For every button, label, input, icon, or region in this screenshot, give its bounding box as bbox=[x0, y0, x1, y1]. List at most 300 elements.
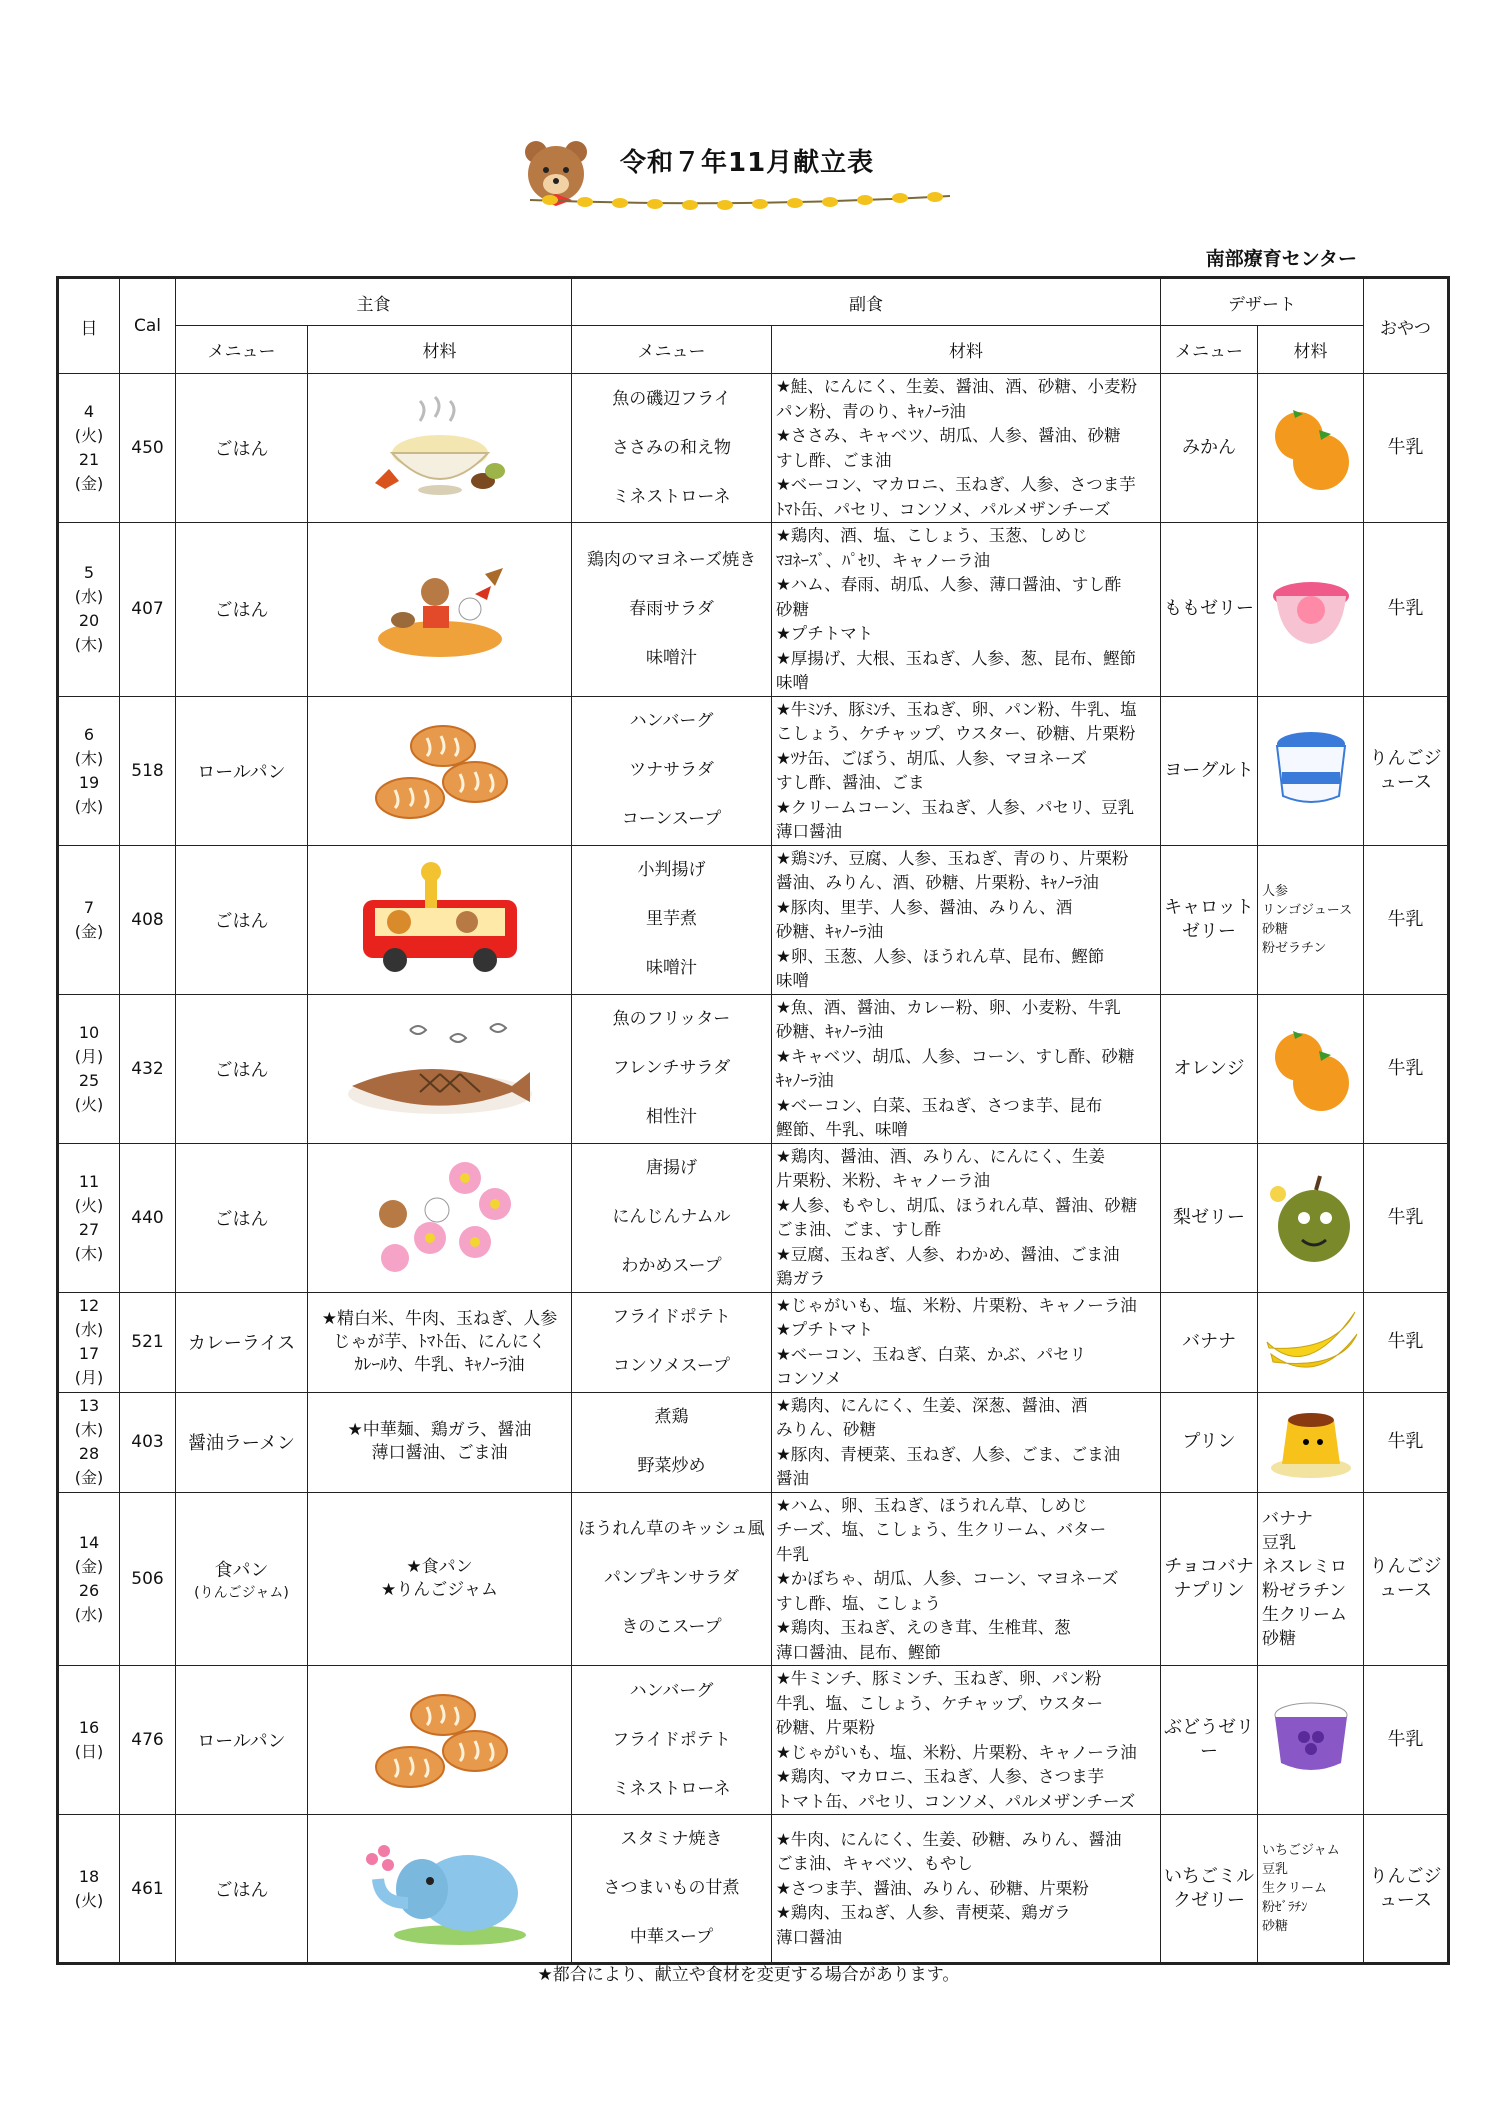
calorie-cell: 407 bbox=[120, 523, 176, 697]
menu-row bbox=[58, 1292, 1449, 1392]
side-material-line: 牛乳、塩、こしょう、ケチャップ、ウスター bbox=[776, 1693, 1104, 1713]
day-line: (金) bbox=[74, 474, 104, 493]
side-dish-menu-cell bbox=[572, 1392, 772, 1492]
header-main-menu: メニュー bbox=[176, 326, 308, 374]
main-dish-cell bbox=[176, 1292, 308, 1392]
side-materials-cell bbox=[772, 1815, 1161, 1964]
day-line: (火) bbox=[74, 1195, 104, 1215]
side-material-line: ★牛ミンチ、豚ミンチ、玉ねぎ、卵、パン粉 bbox=[776, 1669, 1102, 1688]
side-materials-cell bbox=[772, 1143, 1161, 1292]
main-dish-name: 醤油ラーメン bbox=[187, 1433, 296, 1454]
main-materials-cell bbox=[308, 1666, 572, 1815]
main-dish-cell bbox=[176, 1815, 308, 1964]
autumn-animals-icon bbox=[365, 554, 515, 664]
header-side-materials: 材料 bbox=[772, 326, 1161, 374]
day-line: (金) bbox=[74, 1468, 104, 1487]
snack-cell: 牛乳 bbox=[1364, 374, 1449, 523]
header-day: 日 bbox=[58, 278, 120, 374]
side-material-line: ★豚肉、里芋、人参、醤油、みりん、酒 bbox=[776, 897, 1073, 917]
day-line: 28 bbox=[78, 1444, 100, 1463]
header-dessert-materials: 材料 bbox=[1258, 326, 1364, 374]
menu-row bbox=[58, 1815, 1449, 1964]
dessert-material-line: 砂糖 bbox=[1262, 921, 1289, 937]
side-dish-name: パンプキンサラダ bbox=[604, 1568, 739, 1589]
side-materials-cell bbox=[772, 374, 1161, 523]
side-material-line: 片栗粉、米粉、キャノーラ油 bbox=[776, 1171, 991, 1190]
side-dish-menu-cell bbox=[572, 1143, 772, 1292]
footnote: ★都合により、献立や食材を変更する場合があります。 bbox=[537, 1965, 960, 1985]
side-dish-name: コンソメスープ bbox=[613, 1356, 730, 1376]
side-material-line: 味噌 bbox=[776, 971, 809, 990]
header-side-menu: メニュー bbox=[572, 326, 772, 374]
side-dish-name: ささみの和え物 bbox=[612, 437, 731, 458]
main-material-line: 薄口醤油、ごま油 bbox=[371, 1443, 508, 1463]
day-line: (水) bbox=[74, 587, 104, 607]
side-material-line: ★クリームコーン、玉ねぎ、人参、パセリ、豆乳 bbox=[776, 797, 1135, 817]
main-materials-cell bbox=[308, 523, 572, 697]
menu-row bbox=[58, 994, 1449, 1143]
day-line: 6 bbox=[83, 724, 95, 744]
side-material-line: ★ハム、卵、玉ねぎ、ほうれん草、しめじ bbox=[776, 1495, 1088, 1515]
side-dish-name: コーンスープ bbox=[621, 809, 722, 829]
side-material-line: ｷｬﾉｰﾗ油 bbox=[776, 1071, 834, 1090]
side-dish-name: ミネストローネ bbox=[612, 486, 731, 507]
day-line: 13 bbox=[78, 1396, 100, 1415]
dessert-material-line: 砂糖 bbox=[1262, 1919, 1289, 1934]
day-cell bbox=[58, 1392, 120, 1492]
dessert-name: ももゼリー bbox=[1161, 523, 1258, 697]
side-materials-cell bbox=[772, 845, 1161, 994]
yogurt-icon bbox=[1268, 728, 1354, 814]
snack-cell: 牛乳 bbox=[1364, 523, 1449, 697]
main-material-line: ｶﾚｰﾙｳ、牛乳、ｷｬﾉｰﾗ油 bbox=[354, 1354, 525, 1375]
side-material-line: ★かぼちゃ、胡瓜、人参、コーン、マヨネーズ bbox=[776, 1569, 1119, 1588]
elephant-icon bbox=[350, 1829, 530, 1949]
menu-row bbox=[58, 1392, 1449, 1492]
side-dish-name: フライドポテト bbox=[612, 1307, 731, 1327]
side-material-line: ★キャベツ、胡瓜、人参、コーン、すし酢、砂糖 bbox=[776, 1046, 1135, 1066]
main-dish-cell bbox=[176, 1143, 308, 1292]
banana-icon bbox=[1261, 1302, 1361, 1382]
side-material-line: ★魚、酒、醤油、カレー粉、卵、小麦粉、牛乳 bbox=[776, 997, 1121, 1017]
side-dish-name: ハンバーグ bbox=[629, 1680, 714, 1701]
day-line: 19 bbox=[78, 772, 100, 792]
side-material-line: チーズ、塩、こしょう、生クリーム、バター bbox=[776, 1520, 1107, 1539]
dessert-materials-cell bbox=[1258, 1815, 1364, 1964]
main-materials-cell bbox=[308, 1392, 572, 1492]
day-line: (火) bbox=[74, 426, 104, 445]
side-material-line: ごま油、ごま、すし酢 bbox=[776, 1220, 941, 1239]
side-material-line: ★ハム、春雨、胡瓜、人参、薄口醤油、すし酢 bbox=[776, 575, 1122, 594]
dessert-materials-cell bbox=[1258, 845, 1364, 994]
header-snack: おやつ bbox=[1364, 278, 1449, 374]
main-dish-name: ごはん bbox=[214, 439, 269, 460]
main-materials-cell bbox=[308, 1292, 572, 1392]
day-line: (月) bbox=[74, 1046, 104, 1066]
snack-cell: りんごジュース bbox=[1364, 1815, 1449, 1964]
side-material-line: ★豚肉、青梗菜、玉ねぎ、人参、ごま、ごま油 bbox=[776, 1444, 1121, 1464]
side-material-line: ★厚揚げ、大根、玉ねぎ、人参、葱、昆布、鰹節 bbox=[776, 648, 1136, 668]
dessert-material-line: 人参 bbox=[1262, 883, 1289, 899]
dessert-name: いちごミルクゼリー bbox=[1161, 1815, 1258, 1964]
main-materials-cell bbox=[308, 994, 572, 1143]
side-material-line: 醤油 bbox=[776, 1469, 809, 1488]
day-cell bbox=[58, 696, 120, 845]
main-materials-cell bbox=[308, 1143, 572, 1292]
snack-cell: 牛乳 bbox=[1364, 1292, 1449, 1392]
oranges-icon bbox=[1263, 400, 1359, 496]
day-line: 27 bbox=[78, 1219, 100, 1239]
day-line: 7 bbox=[83, 897, 95, 917]
dessert-material-line: 豆乳 bbox=[1262, 1862, 1289, 1877]
day-line: (木) bbox=[74, 1243, 104, 1263]
main-materials-cell bbox=[308, 696, 572, 845]
calorie-cell: 450 bbox=[120, 374, 176, 523]
side-material-line: すし酢、醤油、ごま bbox=[776, 773, 925, 792]
side-material-line: ★鮭、にんにく、生姜、醤油、酒、砂糖、小麦粉 bbox=[776, 377, 1137, 396]
header-cal: Cal bbox=[120, 278, 176, 374]
dessert-materials-cell bbox=[1258, 1143, 1364, 1292]
main-dish-cell bbox=[176, 523, 308, 697]
side-material-line: すし酢、塩、こしょう bbox=[776, 1593, 941, 1613]
pear-jelly-icon bbox=[1266, 1170, 1356, 1266]
day-line: (木) bbox=[74, 635, 104, 655]
snack-cell: りんごジュース bbox=[1364, 696, 1449, 845]
main-material-line: ★食パン bbox=[406, 1556, 473, 1577]
main-material-line: ★中華麺、鶏ガラ、醤油 bbox=[347, 1420, 532, 1440]
bread-rolls-icon bbox=[365, 1685, 515, 1795]
menu-row bbox=[58, 523, 1449, 697]
side-dish-name: 里芋煮 bbox=[646, 909, 697, 929]
dessert-name: みかん bbox=[1161, 374, 1258, 523]
side-material-line: ★ﾂﾅ缶、ごぼう、胡瓜、人参、マヨネーズ bbox=[776, 748, 1087, 768]
cosmos-flowers-icon bbox=[355, 1158, 525, 1278]
side-dish-menu-cell bbox=[572, 1815, 772, 1964]
main-materials-cell bbox=[308, 1815, 572, 1964]
dessert-material-line: ネスレミロ bbox=[1262, 1556, 1347, 1577]
side-material-line: すし酢、ごま油 bbox=[776, 450, 892, 470]
dessert-material-line: 砂糖 bbox=[1262, 1628, 1296, 1649]
side-material-line: 醤油、みりん、酒、砂糖、片栗粉、ｷｬﾉｰﾗ油 bbox=[776, 873, 1099, 892]
header-main: 主食 bbox=[176, 278, 572, 326]
main-materials-cell bbox=[308, 1492, 572, 1666]
dessert-name: バナナ bbox=[1161, 1292, 1258, 1392]
day-line: 25 bbox=[78, 1070, 100, 1090]
page-title: 令和７年11月献立表 bbox=[620, 148, 875, 178]
main-material-line: ★りんごジャム bbox=[381, 1579, 498, 1600]
side-dish-name: 中華スープ bbox=[629, 1927, 714, 1947]
day-line: 5 bbox=[83, 563, 95, 583]
side-material-line: 砂糖、片栗粉 bbox=[776, 1718, 875, 1737]
dessert-materials-cell bbox=[1258, 1492, 1364, 1666]
day-line: 16 bbox=[78, 1718, 100, 1737]
side-material-line: ★牛肉、にんにく、生姜、砂糖、みりん、醤油 bbox=[776, 1829, 1122, 1849]
dessert-material-line: 生クリーム bbox=[1262, 1881, 1328, 1896]
day-line: (日) bbox=[74, 1742, 104, 1761]
side-dish-name: きのこスープ bbox=[621, 1617, 722, 1638]
day-cell bbox=[58, 523, 120, 697]
dessert-material-line: リンゴジュース bbox=[1262, 902, 1353, 918]
day-cell bbox=[58, 1815, 120, 1964]
main-material-line: じゃが芋、ﾄﾏﾄ缶、にんにく bbox=[333, 1331, 546, 1352]
side-materials-cell bbox=[772, 523, 1161, 697]
side-dish-name: ミネストローネ bbox=[612, 1778, 731, 1799]
side-material-line: ★鶏ﾐﾝﾁ、豆腐、人参、玉ねぎ、青のり、片栗粉 bbox=[776, 848, 1129, 868]
day-line: (水) bbox=[74, 1320, 104, 1339]
side-material-line: ★人参、もやし、胡瓜、ほうれん草、醤油、砂糖 bbox=[776, 1195, 1138, 1215]
side-material-line: 砂糖 bbox=[776, 599, 809, 619]
day-cell bbox=[58, 1292, 120, 1392]
day-line: 10 bbox=[78, 1022, 100, 1042]
main-dish-cell bbox=[176, 696, 308, 845]
day-cell bbox=[58, 1143, 120, 1292]
snack-cell: 牛乳 bbox=[1364, 1666, 1449, 1815]
day-cell bbox=[58, 1492, 120, 1666]
dessert-name: オレンジ bbox=[1161, 994, 1258, 1143]
side-dish-menu-cell bbox=[572, 374, 772, 523]
grilled-fish-icon bbox=[340, 1014, 540, 1124]
side-dish-menu-cell bbox=[572, 845, 772, 994]
day-line: (木) bbox=[74, 1420, 104, 1439]
main-dish-cell bbox=[176, 1392, 308, 1492]
main-dish-name: ロールパン bbox=[197, 1731, 286, 1752]
dessert-name: プリン bbox=[1161, 1392, 1258, 1492]
side-material-line: ★鶏肉、醤油、酒、みりん、にんにく、生姜 bbox=[776, 1146, 1105, 1166]
side-dish-name: 唐揚げ bbox=[646, 1158, 697, 1178]
dessert-name: ぶどうゼリー bbox=[1161, 1666, 1258, 1815]
day-line: (木) bbox=[74, 748, 104, 768]
side-material-line: 鰹節、牛乳、味噌 bbox=[776, 1120, 908, 1139]
side-material-line: ﾄﾏﾄ缶、パセリ、コンソメ、パルメザンチーズ bbox=[776, 499, 1111, 519]
side-material-line: ★ベーコン、マカロニ、玉ねぎ、人参、さつま芋 bbox=[776, 475, 1136, 494]
day-line: 14 bbox=[78, 1532, 100, 1552]
main-dish-cell bbox=[176, 845, 308, 994]
header-main-materials: 材料 bbox=[308, 326, 572, 374]
day-line: 21 bbox=[78, 450, 100, 469]
side-dish-name: スタミナ焼き bbox=[620, 1829, 723, 1849]
dessert-material-line: 粉ゼラチン bbox=[1262, 1580, 1347, 1601]
day-line: 26 bbox=[78, 1580, 100, 1600]
calorie-cell: 506 bbox=[120, 1492, 176, 1666]
side-material-line: ごま油、キャベツ、もやし bbox=[776, 1854, 973, 1874]
main-material-line: ★精白米、牛肉、玉ねぎ、人参 bbox=[321, 1308, 558, 1329]
side-material-line: 鶏ガラ bbox=[776, 1269, 826, 1288]
main-dish-name: カレーライス bbox=[187, 1333, 296, 1354]
dessert-name: キャロットゼリー bbox=[1161, 845, 1258, 994]
oranges-icon bbox=[1263, 1021, 1359, 1117]
snack-cell: 牛乳 bbox=[1364, 994, 1449, 1143]
main-dish-name: ロールパン bbox=[197, 761, 286, 783]
side-material-line: ★プチトマト bbox=[776, 624, 874, 643]
side-dish-name: 鶏肉のマヨネーズ焼き bbox=[586, 549, 757, 570]
side-material-line: ★ささみ、キャベツ、胡瓜、人参、醤油、砂糖 bbox=[776, 426, 1121, 445]
side-material-line: トマト缶、パセリ、コンソメ、パルメザンチーズ bbox=[776, 1791, 1136, 1811]
side-dish-name: 煮鶏 bbox=[654, 1407, 689, 1427]
main-dish-name: 食パン bbox=[214, 1559, 269, 1581]
side-materials-cell bbox=[772, 1492, 1161, 1666]
main-dish-cell bbox=[176, 994, 308, 1143]
leaf-garland-icon bbox=[530, 186, 950, 212]
day-line: 11 bbox=[78, 1171, 100, 1191]
calorie-cell: 521 bbox=[120, 1292, 176, 1392]
header-dessert-menu: メニュー bbox=[1161, 326, 1258, 374]
rice-bowl-icon bbox=[365, 393, 515, 503]
calorie-cell: 476 bbox=[120, 1666, 176, 1815]
day-line: 20 bbox=[78, 611, 100, 631]
side-dish-name: 野菜炒め bbox=[637, 1456, 706, 1476]
side-materials-cell bbox=[772, 1392, 1161, 1492]
side-dish-name: 魚のフリッター bbox=[612, 1009, 731, 1029]
side-dish-name: 相性汁 bbox=[646, 1107, 697, 1127]
side-material-line: みりん、砂糖 bbox=[776, 1420, 876, 1439]
dessert-material-line: 豆乳 bbox=[1262, 1532, 1296, 1553]
side-dish-menu-cell bbox=[572, 1492, 772, 1666]
dessert-material-line: 粉ｾﾞﾗﾁﾝ bbox=[1262, 1900, 1308, 1915]
side-material-line: ★豆腐、玉ねぎ、人参、わかめ、醤油、ごま油 bbox=[776, 1244, 1120, 1264]
side-materials-cell bbox=[772, 696, 1161, 845]
side-material-line: ★鶏肉、玉ねぎ、人参、青梗菜、鶏ガラ bbox=[776, 1903, 1071, 1923]
calorie-cell: 432 bbox=[120, 994, 176, 1143]
side-material-line: ★じゃがいも、塩、米粉、片栗粉、キャノーラ油 bbox=[776, 1742, 1137, 1762]
calorie-cell: 408 bbox=[120, 845, 176, 994]
menu-row bbox=[58, 1666, 1449, 1815]
side-materials-cell bbox=[772, 1666, 1161, 1815]
snack-cell: 牛乳 bbox=[1364, 845, 1449, 994]
side-materials-cell bbox=[772, 1292, 1161, 1392]
dessert-materials-cell bbox=[1258, 1666, 1364, 1815]
day-cell bbox=[58, 845, 120, 994]
side-material-line: ★さつま芋、醤油、みりん、砂糖、片栗粉 bbox=[776, 1878, 1089, 1898]
peach-jelly-icon bbox=[1268, 566, 1354, 652]
side-materials-cell bbox=[772, 994, 1161, 1143]
main-dish-name: ごはん bbox=[214, 1208, 269, 1230]
side-material-line: 薄口醤油、昆布、鰹節 bbox=[776, 1642, 941, 1662]
main-dish-name: ごはん bbox=[214, 1879, 269, 1901]
side-material-line: 牛乳 bbox=[776, 1544, 809, 1564]
day-line: (金) bbox=[74, 921, 104, 941]
snack-cell: りんごジュース bbox=[1364, 1492, 1449, 1666]
side-dish-name: ツナサラダ bbox=[629, 760, 714, 780]
side-material-line: 味噌 bbox=[776, 673, 809, 692]
title-block bbox=[520, 136, 950, 216]
side-dish-name: ほうれん草のキッシュ風 bbox=[578, 1519, 765, 1540]
dessert-materials-cell bbox=[1258, 994, 1364, 1143]
main-dish-cell bbox=[176, 1666, 308, 1815]
dessert-name: ヨーグルト bbox=[1161, 696, 1258, 845]
side-dish-name: 小判揚げ bbox=[637, 860, 706, 880]
day-line: 17 bbox=[78, 1344, 100, 1363]
side-dish-menu-cell bbox=[572, 1666, 772, 1815]
dessert-material-line: 生クリーム bbox=[1262, 1604, 1347, 1625]
dessert-name: チョコバナナプリン bbox=[1161, 1492, 1258, 1666]
side-material-line: こしょう、ケチャップ、ウスター、砂糖、片栗粉 bbox=[776, 724, 1136, 743]
side-dish-name: 味噌汁 bbox=[646, 958, 697, 978]
main-dish-name: ごはん bbox=[214, 910, 269, 932]
day-line: (火) bbox=[74, 1890, 104, 1910]
snack-cell: 牛乳 bbox=[1364, 1392, 1449, 1492]
dessert-materials-cell bbox=[1258, 1392, 1364, 1492]
menu-row bbox=[58, 845, 1449, 994]
side-material-line: 砂糖、ｷｬﾉｰﾗ油 bbox=[776, 922, 884, 941]
day-cell bbox=[58, 994, 120, 1143]
side-material-line: ★ベーコン、白菜、玉ねぎ、さつま芋、昆布 bbox=[776, 1095, 1103, 1115]
day-line: (金) bbox=[74, 1556, 104, 1576]
side-material-line: 砂糖、ｷｬﾉｰﾗ油 bbox=[776, 1022, 884, 1041]
side-material-line: ★プチトマト bbox=[776, 1320, 874, 1339]
day-line: 4 bbox=[83, 402, 95, 421]
side-dish-name: フライドポテト bbox=[612, 1729, 731, 1750]
dessert-name: 梨ゼリー bbox=[1161, 1143, 1258, 1292]
day-cell bbox=[58, 1666, 120, 1815]
menu-row bbox=[58, 696, 1449, 845]
pudding-icon bbox=[1266, 1402, 1356, 1482]
side-material-line: ★鶏肉、マカロニ、玉ねぎ、人参、さつま芋 bbox=[776, 1767, 1105, 1786]
side-dish-name: さつまいもの甘煮 bbox=[603, 1878, 740, 1898]
side-dish-name: 味噌汁 bbox=[646, 647, 697, 668]
side-material-line: 薄口醤油 bbox=[776, 1927, 842, 1947]
side-dish-name: 春雨サラダ bbox=[629, 598, 714, 619]
day-line: (水) bbox=[74, 1604, 104, 1624]
snack-cell: 牛乳 bbox=[1364, 1143, 1449, 1292]
side-material-line: ★鶏肉、にんにく、生姜、深葱、醤油、酒 bbox=[776, 1395, 1088, 1415]
side-dish-menu-cell bbox=[572, 523, 772, 697]
dessert-materials-cell bbox=[1258, 696, 1364, 845]
menu-row bbox=[58, 1143, 1449, 1292]
day-line: (火) bbox=[74, 1094, 104, 1114]
side-dish-name: にんじんナムル bbox=[612, 1207, 731, 1227]
side-material-line: 薄口醤油 bbox=[776, 822, 842, 841]
calorie-cell: 440 bbox=[120, 1143, 176, 1292]
menu-row bbox=[58, 374, 1449, 523]
bread-rolls-icon bbox=[365, 716, 515, 826]
main-dish-name: ごはん bbox=[214, 1059, 269, 1081]
day-line: (水) bbox=[74, 796, 104, 816]
main-dish-subtitle: (りんごジャム) bbox=[194, 1584, 289, 1601]
side-dish-menu-cell bbox=[572, 1292, 772, 1392]
side-dish-name: フレンチサラダ bbox=[612, 1058, 731, 1078]
main-materials-cell bbox=[308, 845, 572, 994]
side-dish-name: 魚の磯辺フライ bbox=[612, 388, 731, 409]
side-dish-name: ハンバーグ bbox=[629, 711, 714, 731]
side-material-line: パン粉、青のり、ｷｬﾉｰﾗ油 bbox=[776, 401, 966, 421]
side-material-line: ﾏﾖﾈｰｽﾞ、ﾊﾟｾﾘ、キャノーラ油 bbox=[776, 550, 991, 570]
calorie-cell: 461 bbox=[120, 1815, 176, 1964]
menu-table bbox=[56, 276, 1450, 1965]
main-dish-cell bbox=[176, 1492, 308, 1666]
menu-row bbox=[58, 1492, 1449, 1666]
organization-name: 南部療育センター bbox=[1205, 248, 1357, 270]
side-material-line: ★ベーコン、玉ねぎ、白菜、かぶ、パセリ bbox=[776, 1344, 1087, 1364]
header-side: 副食 bbox=[572, 278, 1161, 326]
side-material-line: ★鶏肉、玉ねぎ、えのき茸、生椎茸、葱 bbox=[776, 1618, 1071, 1637]
side-material-line: ★鶏肉、酒、塩、こしょう、玉葱、しめじ bbox=[776, 526, 1088, 545]
dessert-material-line: いちごジャム bbox=[1262, 1843, 1340, 1858]
grape-jelly-icon bbox=[1268, 1697, 1354, 1783]
calorie-cell: 403 bbox=[120, 1392, 176, 1492]
side-dish-name: わかめスープ bbox=[621, 1256, 722, 1276]
animal-bus-icon bbox=[355, 860, 525, 980]
side-material-line: ★卵、玉葱、人参、ほうれん草、昆布、鰹節 bbox=[776, 946, 1105, 966]
day-cell bbox=[58, 374, 120, 523]
side-dish-menu-cell bbox=[572, 696, 772, 845]
main-dish-name: ごはん bbox=[214, 600, 269, 622]
header-dessert: デザート bbox=[1161, 278, 1364, 326]
main-materials-cell bbox=[308, 374, 572, 523]
calorie-cell: 518 bbox=[120, 696, 176, 845]
day-line: (月) bbox=[74, 1368, 104, 1387]
side-material-line: ★じゃがいも、塩、米粉、片栗粉、キャノーラ油 bbox=[776, 1295, 1137, 1315]
dessert-materials-cell bbox=[1258, 523, 1364, 697]
